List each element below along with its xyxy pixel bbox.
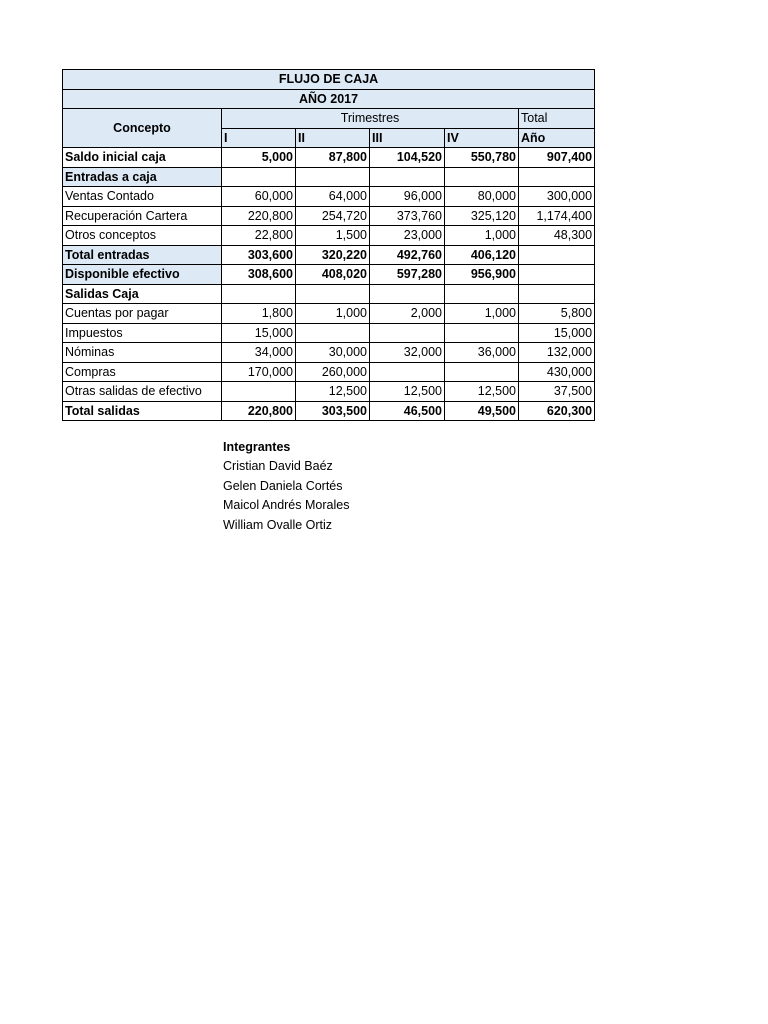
row-value: 48,300 [519, 226, 595, 246]
row-value: 620,300 [519, 401, 595, 421]
table-row [63, 167, 595, 187]
row-value [370, 362, 445, 382]
row-value [370, 323, 445, 343]
row-value: 406,120 [445, 245, 519, 265]
row-value: 87,800 [296, 148, 370, 168]
row-label: Impuestos [63, 323, 222, 343]
quarter-header-2: II [296, 128, 370, 148]
row-value [519, 284, 595, 304]
row-value [370, 284, 445, 304]
table-row [63, 284, 595, 304]
table-row [63, 401, 595, 421]
row-value: 320,220 [296, 245, 370, 265]
row-label: Cuentas por pagar [63, 304, 222, 324]
table-row [63, 343, 595, 363]
quarter-header-4: IV [445, 128, 519, 148]
member-name: William Ovalle Ortiz [223, 517, 333, 532]
row-value: 1,800 [222, 304, 296, 324]
row-value: 49,500 [445, 401, 519, 421]
row-value: 96,000 [370, 187, 445, 207]
row-value [519, 167, 595, 187]
row-value: 5,000 [222, 148, 296, 168]
year-header: Año [519, 128, 595, 148]
members-heading: Integrantes [223, 440, 291, 454]
row-value [296, 284, 370, 304]
row-value: 1,000 [445, 304, 519, 324]
row-value: 12,500 [370, 382, 445, 402]
row-value [445, 167, 519, 187]
row-value: 15,000 [519, 323, 595, 343]
row-value: 550,780 [445, 148, 519, 168]
row-value [519, 265, 595, 285]
row-value [222, 284, 296, 304]
total-header: Total [519, 109, 595, 129]
row-value: 303,600 [222, 245, 296, 265]
row-value: 1,174,400 [519, 206, 595, 226]
row-value [445, 362, 519, 382]
members-block [223, 438, 349, 535]
concept-header: Concepto [63, 109, 222, 148]
member-name: Maicol Andrés Morales [223, 498, 350, 513]
row-value [296, 167, 370, 187]
row-value: 597,280 [370, 265, 445, 285]
row-value: 46,500 [370, 401, 445, 421]
table-row [63, 245, 595, 265]
row-value: 2,000 [370, 304, 445, 324]
row-label: Otros conceptos [63, 226, 222, 246]
table-subtitle: AÑO 2017 [63, 89, 595, 109]
row-value: 373,760 [370, 206, 445, 226]
cash-flow-table [62, 69, 595, 421]
table-row [63, 148, 595, 168]
row-value: 22,800 [222, 226, 296, 246]
row-value: 5,800 [519, 304, 595, 324]
row-value: 220,800 [222, 206, 296, 226]
table-row [63, 362, 595, 382]
row-value: 34,000 [222, 343, 296, 363]
row-value [222, 167, 296, 187]
table-row [63, 187, 595, 207]
row-value: 170,000 [222, 362, 296, 382]
row-value: 15,000 [222, 323, 296, 343]
row-value [445, 323, 519, 343]
row-value: 308,600 [222, 265, 296, 285]
row-value: 907,400 [519, 148, 595, 168]
row-value: 300,000 [519, 187, 595, 207]
row-label: Ventas Contado [63, 187, 222, 207]
row-value: 254,720 [296, 206, 370, 226]
row-value: 37,500 [519, 382, 595, 402]
row-value: 12,500 [445, 382, 519, 402]
row-label: Compras [63, 362, 222, 382]
table-row [63, 265, 595, 285]
row-value: 60,000 [222, 187, 296, 207]
row-label: Salidas Caja [63, 284, 222, 304]
row-value: 956,900 [445, 265, 519, 285]
table-row [63, 226, 595, 246]
row-value: 260,000 [296, 362, 370, 382]
table-row [63, 304, 595, 324]
table-row [63, 206, 595, 226]
member-name: Gelen Daniela Cortés [223, 478, 343, 493]
row-value: 325,120 [445, 206, 519, 226]
row-value [445, 284, 519, 304]
quarters-header: Trimestres [222, 109, 519, 129]
row-value: 1,000 [296, 304, 370, 324]
row-value: 1,500 [296, 226, 370, 246]
row-label: Disponible efectivo [63, 265, 222, 285]
row-value [370, 167, 445, 187]
row-value: 492,760 [370, 245, 445, 265]
row-value: 220,800 [222, 401, 296, 421]
row-value: 104,520 [370, 148, 445, 168]
quarter-header-1: I [222, 128, 296, 148]
row-value: 1,000 [445, 226, 519, 246]
row-label: Saldo inicial caja [63, 148, 222, 168]
member-name: Cristian David Baéz [223, 459, 333, 474]
table-title: FLUJO DE CAJA [63, 70, 595, 90]
row-value: 36,000 [445, 343, 519, 363]
row-value: 30,000 [296, 343, 370, 363]
row-value [519, 245, 595, 265]
row-label: Recuperación Cartera [63, 206, 222, 226]
row-label: Total entradas [63, 245, 222, 265]
row-value: 303,500 [296, 401, 370, 421]
row-label: Entradas a caja [63, 167, 222, 187]
quarter-header-3: III [370, 128, 445, 148]
row-label: Nóminas [63, 343, 222, 363]
row-value: 430,000 [519, 362, 595, 382]
row-value: 12,500 [296, 382, 370, 402]
row-value: 32,000 [370, 343, 445, 363]
row-value: 23,000 [370, 226, 445, 246]
row-value: 132,000 [519, 343, 595, 363]
row-value: 408,020 [296, 265, 370, 285]
row-label: Otras salidas de efectivo [63, 382, 222, 402]
table-row [63, 323, 595, 343]
row-value: 80,000 [445, 187, 519, 207]
row-value [222, 382, 296, 402]
table-row [63, 382, 595, 402]
row-value: 64,000 [296, 187, 370, 207]
row-label: Total salidas [63, 401, 222, 421]
row-value [296, 323, 370, 343]
